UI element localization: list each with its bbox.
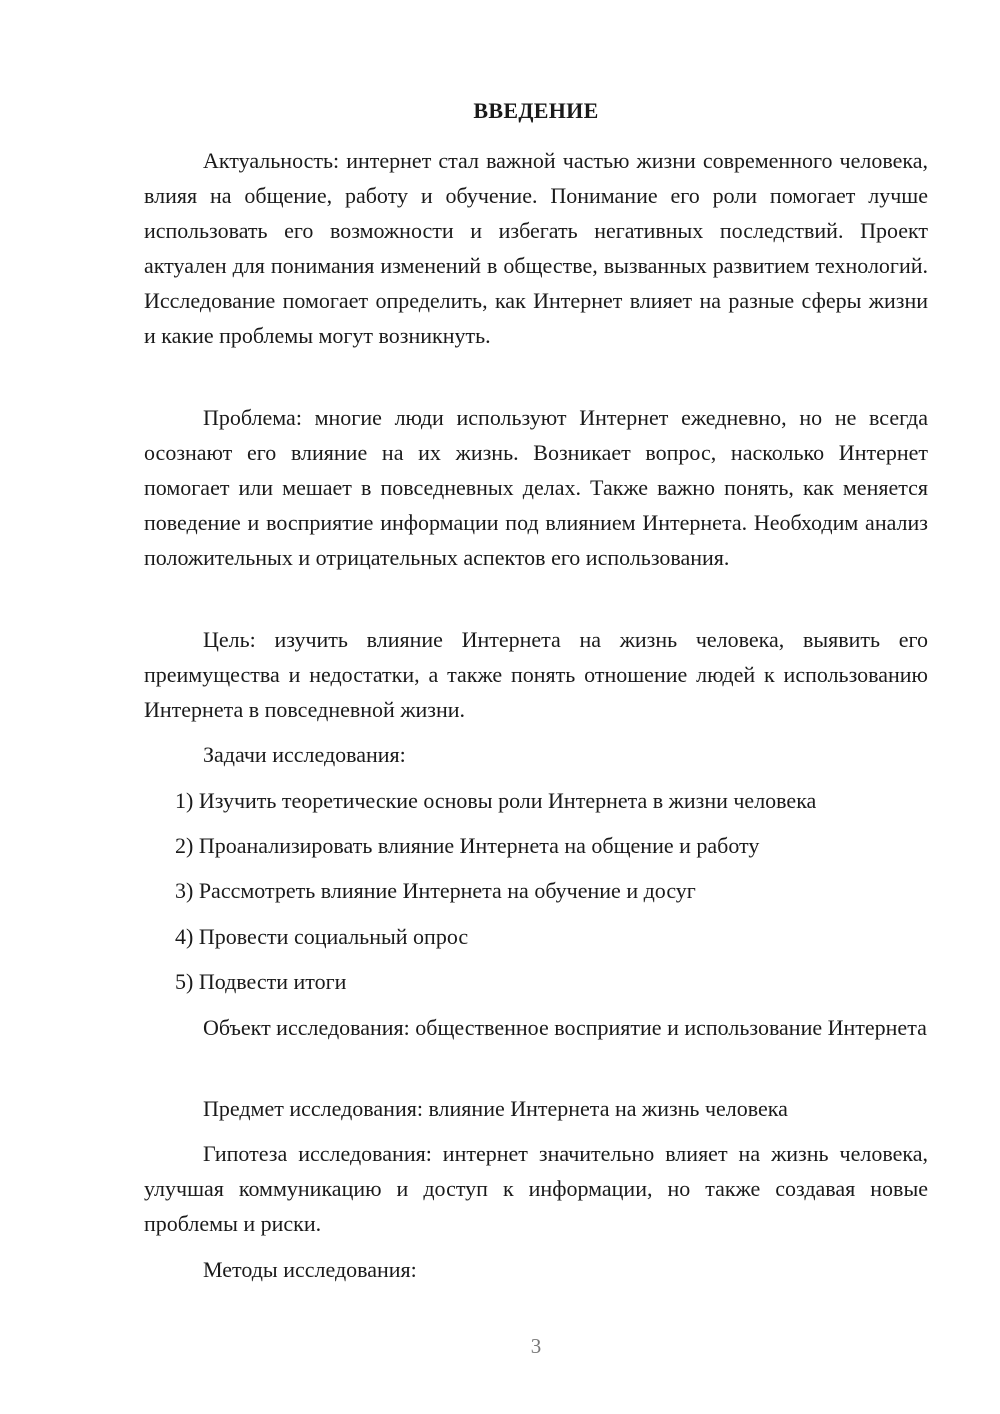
list-item: 2) Проанализировать влияние Интернета на общение и работу [175, 833, 760, 858]
page-title: ВВЕДЕНИЕ [473, 98, 599, 123]
list-item: 4) Провести социальный опрос [175, 924, 469, 949]
hypothesis-paragraph: Гипотеза исследования: интернет значительно влияет на жизнь человека, улучшая коммуникацию и доступ к информации, но также создавая новые проблемы и риски. [144, 1141, 928, 1236]
goal-paragraph: Цель: изучить влияние Интернета на жизнь человека, выявить его преимущества и недостатки, а также понять отношение людей к использованию Интернета в повседневной жизни. [144, 627, 928, 722]
relevance-paragraph: Актуальность: интернет стал важной частью жизни современного человека, влияя на общение, работу и обучение. Понимание его роли помогает лучше использовать его возможности и избегать негативных последствий. Проект актуален для понимания изменений в обществе, вызванных развитием технологий. Исследование помогает определить, как Интернет влияет на разные сферы жизни и какие проблемы могут возникнуть. [144, 148, 928, 348]
list-item: 5) Подвести итоги [175, 969, 347, 994]
object-paragraph: Объект исследования: общественное восприятие и использование Интернета [203, 1015, 927, 1040]
list-item: 1) Изучить теоретические основы роли Интернета в жизни человека [175, 788, 817, 813]
problem-paragraph: Проблема: многие люди используют Интернет ежедневно, но не всегда осознают его влияние на их жизнь. Возникает вопрос, насколько Интернет помогает или мешает в повседневных делах. Также важно понять, как меняется поведение и восприятие информации под влиянием Интернета. Необходим анализ положительных и отрицательных аспектов его использования. [144, 405, 928, 570]
subject-paragraph: Предмет исследования: влияние Интернета на жизнь человека [203, 1096, 788, 1121]
methods-heading: Методы исследования: [203, 1257, 417, 1282]
page-number: 3 [530, 1334, 542, 1358]
list-item: 3) Рассмотреть влияние Интернета на обучение и досуг [175, 878, 696, 903]
tasks-heading: Задачи исследования: [203, 742, 406, 767]
